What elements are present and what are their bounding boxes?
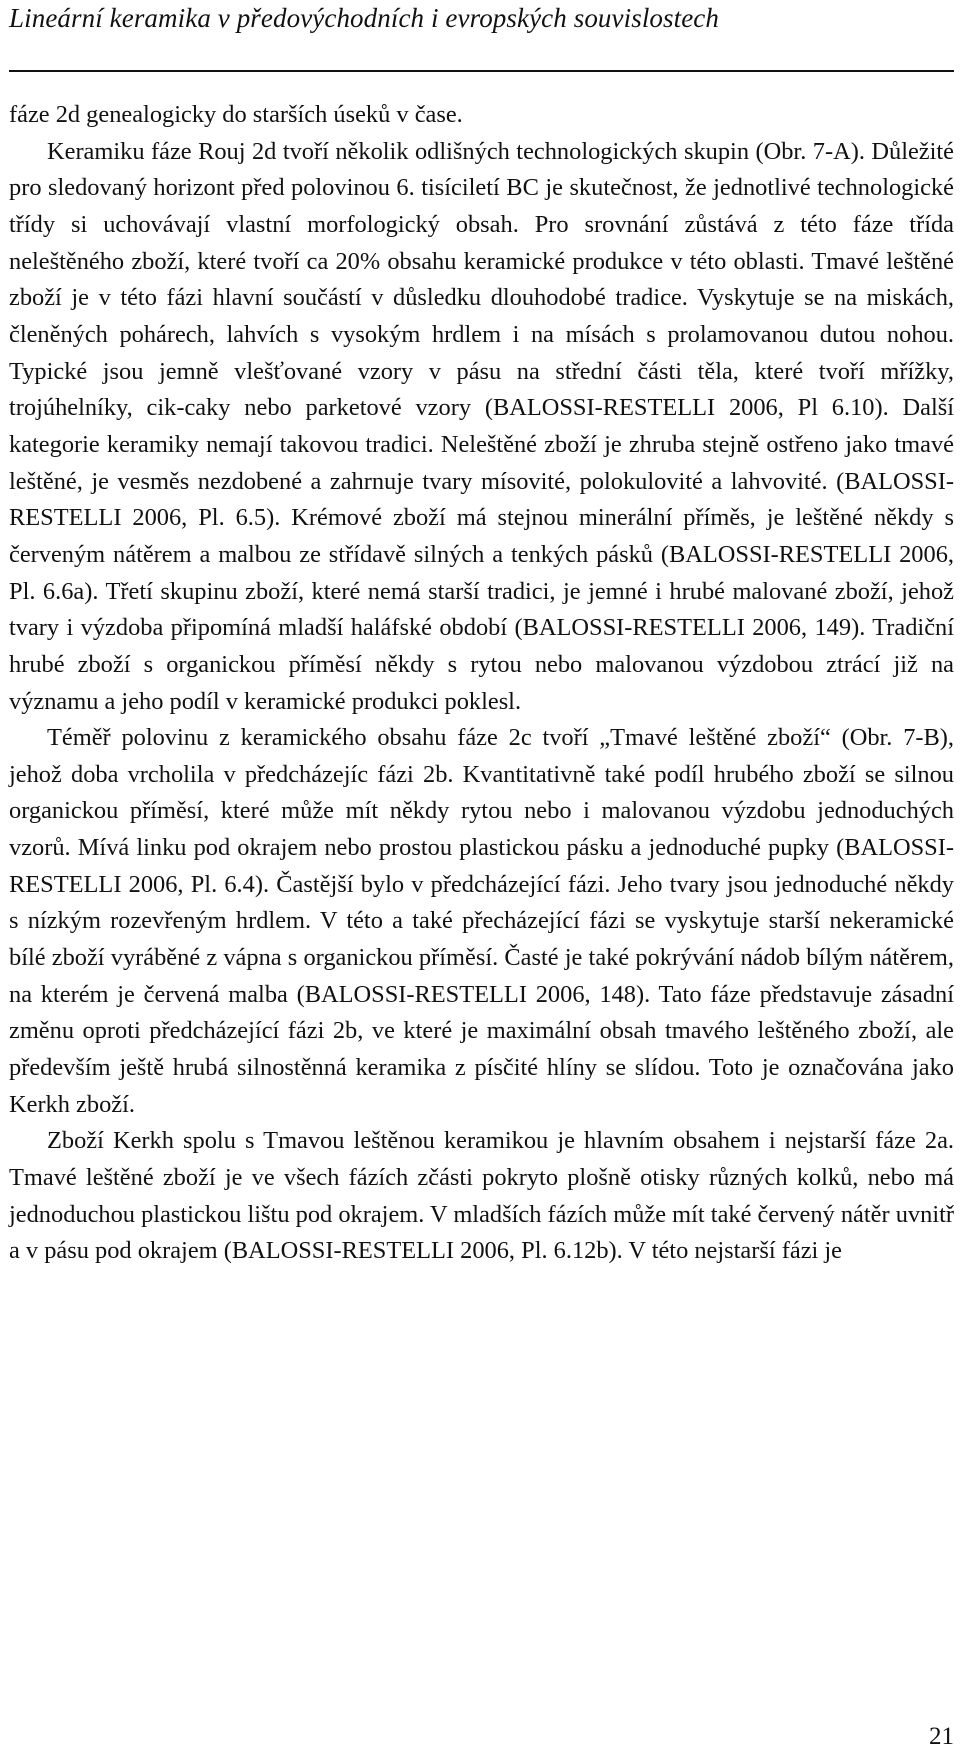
page-number: 21 xyxy=(929,1723,954,1750)
body-text xyxy=(9,97,954,1270)
paragraph: Téměř polovinu z keramického obsahu fáze 2c tvoří „Tmavé leštěné zboží“ (Obr. 7-B), jehož doba vrcholila v předcházejíc fázi 2b. Kvantitativně také podíl hrubého zboží se silnou organickou příměsí, které může mít někdy rytou nebo i malovanou výzdobu jednoduchých vzorů. Mívá linku pod okrajem nebo prostou plastickou pásku a jednoduché pupky (BALOSSI-RESTELLI 2006, Pl. 6.4). Častější bylo v předcházející fázi. Jeho tvary jsou jednoduché někdy s nízkým rozevřeným hrdlem. V této a také přecházející fázi se vyskytuje starší nekeramické bílé zboží vyráběné z vápna s organickou příměsí. Časté je také pokrývání nádob bílým nátěrem, na kterém je červená malba (BALOSSI-RESTELLI 2006, 148). Tato fáze představuje zásadní změnu oproti předcházející fázi 2b, ve které je maximální obsah tmavého leštěného zboží, ale především ještě hrubá silnostěnná keramika z písčité hlíny se slídou. Toto je označována jako Kerkh zboží. xyxy=(9,724,954,1118)
paragraph-continuation: fáze 2d genealogicky do starších úseků v čase. xyxy=(9,101,463,128)
document-page xyxy=(9,0,954,1754)
paragraph: Zboží Kerkh spolu s Tmavou leštěnou keramikou je hlavním obsahem i nejstarší fáze 2a. Tmavé leštěné zboží je ve všech fázích zčásti pokryto plošně otisky různých kolků, nebo má jednoduchou plastickou lištu pod okrajem. V mladších fázích může mít také červený nátěr uvnitř a v pásu pod okrajem (BALOSSI-RESTELLI 2006, Pl. 6.12b). V této nejstarší fázi je xyxy=(9,1127,954,1265)
running-header: Lineární keramika v předovýchodních i evropských souvislostech xyxy=(9,3,719,33)
paragraph: Keramiku fáze Rouj 2d tvoří několik odlišných technologických skupin (Obr. 7-A). Důležité pro sledovaný horizont před polovinou 6. tisíciletí BC je skutečnost, že jednotlivé technologické třídy si uchovávají vlastní morfologický obsah. Pro srovnání zůstává z této fáze třída neleštěného zboží, které tvoří ca 20% obsahu keramické produkce v této oblasti. Tmavé leštěné zboží je v této fázi hlavní součástí v důsledku dlouhodobé tradice. Vyskytuje se na miskách, členěných pohárech, lahvích s vysokým hrdlem i na mísách s prolamovanou dutou nohou. Typické jsou jemně vlešťované vzory v pásu na střední části těla, které tvoří mřížky, trojúhelníky, cik-caky nebo parketové vzory (BALOSSI-RESTELLI 2006, Pl 6.10). Další kategorie keramiky nemají takovou tradici. Neleštěné zboží je zhruba stejně ostřeno jako tmavé leštěné, je vesměs nezdobené a zahrnuje tvary mísovité, polokulovité a lahvovité. (BALOSSI-RESTELLI 2006, Pl. 6.5). Krémové zboží má stejnou minerální příměs, je leštěné někdy s červeným nátěrem a malbou ze střídavě silných a tenkých pásků (BALOSSI-RESTELLI 2006, Pl. 6.6a). Třetí skupinu zboží, které nemá starší tradici, je jemné i hrubé malované zboží, jehož tvary i výzdoba připomíná mladší haláfské období (BALOSSI-RESTELLI 2006, 149). Tradiční hrubé zboží s organickou příměsí někdy s rytou nebo malovanou výzdobou ztrácí již na významu a jeho podíl v keramické produkci poklesl. xyxy=(9,137,954,715)
header-divider xyxy=(9,70,954,72)
